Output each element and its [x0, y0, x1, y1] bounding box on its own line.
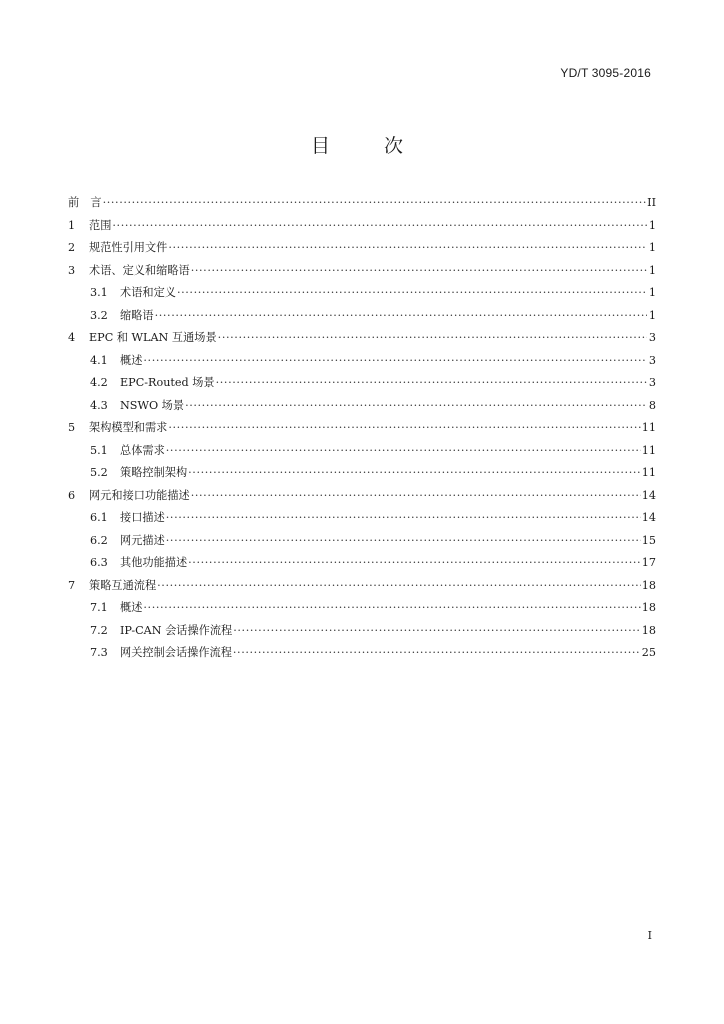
toc-dot-leader	[233, 624, 641, 637]
toc-dot-leader	[185, 399, 647, 412]
toc-entry-number: 2	[68, 241, 76, 254]
toc-entry-title: 策略互通流程	[89, 578, 157, 592]
toc-dot-leader	[166, 534, 641, 547]
toc-dot-leader	[143, 354, 647, 367]
toc-entry[interactable]	[68, 554, 656, 577]
toc-entry[interactable]	[68, 599, 656, 622]
toc-entry-title: 术语和定义	[120, 286, 176, 299]
document-id: YD/T 3095-2016	[560, 66, 651, 80]
toc-entry-number: 3.1	[90, 286, 108, 299]
toc-entry-number: 5	[68, 421, 76, 434]
toc-entry-page: 18	[641, 601, 656, 614]
toc-entry[interactable]	[68, 262, 656, 285]
toc-entry-title: 前 言	[68, 196, 102, 209]
toc-entry[interactable]	[68, 397, 656, 420]
toc-entry[interactable]	[68, 374, 656, 397]
toc-entry-title: 策略控制架构	[120, 466, 188, 479]
toc-dot-leader	[188, 556, 641, 569]
page-number: I	[647, 929, 652, 942]
toc-entry-number: 4.2	[90, 376, 108, 389]
toc-entry-page: 1	[648, 241, 656, 254]
toc-dot-leader	[218, 331, 647, 344]
toc-entry[interactable]	[68, 487, 656, 510]
toc-entry-title: IP-CAN 会话操作流程	[120, 623, 233, 637]
toc-entry-title: 架构模型和需求	[89, 421, 168, 434]
toc-entry[interactable]	[68, 239, 656, 262]
toc-entry-title: EPC-Routed 场景	[120, 376, 215, 389]
toc-entry-title: 术语、定义和缩略语	[89, 263, 190, 277]
toc-entry-number: 6.2	[90, 533, 108, 547]
toc-entry-page: 11	[641, 443, 656, 457]
toc-entry-title: 规范性引用文件	[89, 241, 168, 254]
toc-entry[interactable]	[68, 352, 656, 375]
toc-entry-title: 范围	[89, 218, 112, 232]
toc-dot-leader	[216, 376, 647, 389]
toc-entry-title: 接口描述	[120, 511, 165, 524]
toc-entry-number: 6	[68, 488, 76, 502]
toc-entry-page: 1	[648, 286, 656, 299]
toc-entry-number: 7.3	[90, 646, 108, 659]
toc-list	[68, 194, 656, 667]
toc-entry[interactable]	[68, 217, 656, 240]
toc-entry-title: 概述	[120, 601, 143, 614]
toc-entry-number: 4.3	[90, 398, 108, 412]
toc-entry-number: 1	[68, 218, 76, 232]
toc-dot-leader	[168, 241, 647, 254]
toc-entry-title: EPC 和 WLAN 互通场景	[89, 331, 217, 344]
toc-entry[interactable]	[68, 464, 656, 487]
toc-entry-page: 11	[641, 466, 656, 479]
toc-entry-page: 18	[641, 623, 656, 637]
toc-entry-number: 6.1	[90, 511, 108, 524]
toc-dot-leader	[233, 646, 641, 659]
toc-entry-title: 其他功能描述	[120, 556, 188, 569]
toc-entry-title: 总体需求	[120, 443, 165, 457]
toc-entry-number: 7	[68, 578, 76, 592]
toc-entry-number: 3.2	[90, 308, 108, 322]
toc-entry-number: 7.2	[90, 623, 108, 637]
toc-entry-title: NSWO 场景	[120, 398, 185, 412]
toc-entry-page: II	[647, 196, 656, 209]
toc-entry[interactable]	[68, 194, 656, 217]
toc-entry[interactable]	[68, 419, 656, 442]
toc-entry[interactable]	[68, 509, 656, 532]
toc-dot-leader	[188, 466, 641, 479]
toc-entry-page: 17	[641, 556, 656, 569]
toc-entry-page: 8	[648, 398, 656, 412]
toc-dot-leader	[155, 309, 647, 322]
toc-entry-page: 3	[648, 331, 656, 344]
toc-dot-leader	[112, 219, 647, 232]
toc-entry-page: 1	[648, 218, 656, 232]
toc-dot-leader	[157, 579, 641, 592]
toc-entry-number: 4	[68, 331, 76, 344]
toc-entry-number: 7.1	[90, 601, 108, 614]
toc-dot-leader	[143, 601, 640, 614]
toc-entry-number: 5.2	[90, 466, 108, 479]
toc-entry-page: 3	[648, 376, 656, 389]
toc-entry-number: 3	[68, 263, 76, 277]
toc-entry[interactable]	[68, 329, 656, 352]
toc-dot-leader	[168, 421, 640, 434]
toc-entry[interactable]	[68, 622, 656, 645]
toc-entry-title: 网元和接口功能描述	[89, 488, 190, 502]
toc-entry-title: 网关控制会话操作流程	[120, 646, 232, 659]
toc-entry-page: 15	[641, 533, 656, 547]
toc-entry[interactable]	[68, 644, 656, 667]
toc-dot-leader	[177, 286, 647, 299]
toc-entry-page: 14	[641, 488, 656, 502]
toc-entry-page: 18	[641, 578, 656, 592]
toc-entry[interactable]	[68, 532, 656, 555]
toc-entry-page: 25	[641, 646, 656, 659]
toc-entry-page: 11	[641, 421, 656, 434]
toc-heading: 目 次	[310, 135, 428, 157]
toc-dot-leader	[166, 511, 641, 524]
toc-dot-leader	[191, 264, 647, 277]
toc-entry[interactable]	[68, 307, 656, 330]
toc-entry-page: 1	[648, 308, 656, 322]
toc-entry-page: 3	[648, 353, 656, 367]
toc-entry-number: 6.3	[90, 556, 108, 569]
toc-entry-page: 14	[641, 511, 656, 524]
toc-entry[interactable]	[68, 442, 656, 465]
toc-dot-leader	[166, 444, 641, 457]
toc-entry-number: 5.1	[90, 443, 108, 457]
toc-entry-number: 4.1	[90, 353, 108, 367]
toc-entry-title: 概述	[120, 353, 143, 367]
toc-entry[interactable]	[68, 284, 656, 307]
toc-entry-title: 缩略语	[120, 308, 154, 322]
toc-dot-leader	[103, 196, 647, 209]
toc-entry-title: 网元描述	[120, 533, 165, 547]
toc-dot-leader	[191, 489, 641, 502]
toc-entry[interactable]	[68, 577, 656, 600]
toc-entry-page: 1	[648, 263, 656, 277]
